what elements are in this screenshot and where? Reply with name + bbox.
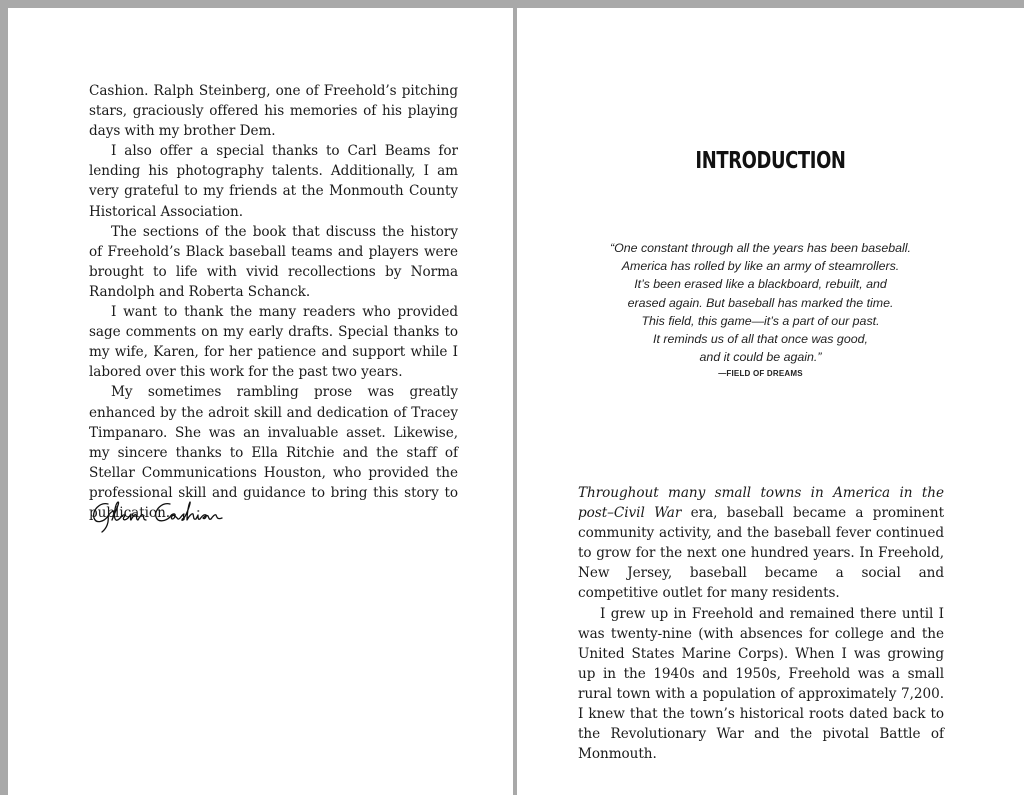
paragraph: I want to thank the many readers who provided sage comments on my early drafts. Special thanks to my wife, Karen, for her patience and support while I labored over this work for the past two years. [89,304,458,381]
paragraph: The sections of the book that discuss the history of Freehold’s Black baseball teams and players were brought to life with vivid recollections by Norma Randolph and Roberta Schanck. [89,223,458,300]
epigraph [517,239,1004,382]
introduction-text [578,483,944,764]
left-page [8,8,513,795]
chapter-title: INTRODUCTION [695,148,846,174]
paragraph: Cashion. Ralph Steinberg, one of Freehold’s pitching stars, graciously offered his memories of his playing days with my brother Dem. [89,83,458,140]
paragraph: I also offer a special thanks to Carl Beams for lending his photography talents. Additionally, I am very grateful to my friends at the Monmouth County Historical Association. [89,143,458,220]
author-signature [90,496,250,536]
paragraph: My sometimes rambling prose was greatly enhanced by the adroit skill and dedication of Tracey Timpanaro. She was an invaluable asset. Likewise, my sincere thanks to Ella Ritchie and the staff of Stellar Communications Houston, who provided the professional skill and guidance to bring this story to publication. [89,384,458,521]
paragraph: I grew up in Freehold and remained there until I was twenty-nine (with absences for college and the United States Marine Corps). When I was growing up in the 1940s and 1950s, Freehold was a small rural town with a population of approximately 7,200. I knew that the town’s historical roots dated back to the Revolutionary War and the pivotal Battle of Monmouth. [578,605,944,763]
epigraph-line: It’s been erased like a blackboard, rebuilt, and [634,277,887,292]
right-page [517,8,1024,795]
paragraph [578,483,944,604]
epigraph-attribution: —FIELD OF DREAMS [718,369,803,379]
epigraph-line: erased again. But baseball has marked the time. [627,295,894,310]
italic-lead: Throughout many small towns in America in the post–Civil War [578,485,944,522]
epigraph-line: It reminds us of all that once was good, [653,332,868,347]
acknowledgments-text [89,81,458,523]
epigraph-line: “One constant through all the years has been baseball. [609,241,911,255]
epigraph-line: and it could be again.” [699,350,822,365]
epigraph-line: America has rolled by like an army of steamrollers. [621,259,900,274]
epigraph-line: This field, this game—it’s a part of our past. [641,313,880,328]
paragraph-rest: era, baseball became a prominent community activity, and the baseball fever continued to grow for the next one hundred years. In Freehold, New Jersey, baseball became a social and competitive outlet for many residents. [578,505,944,602]
